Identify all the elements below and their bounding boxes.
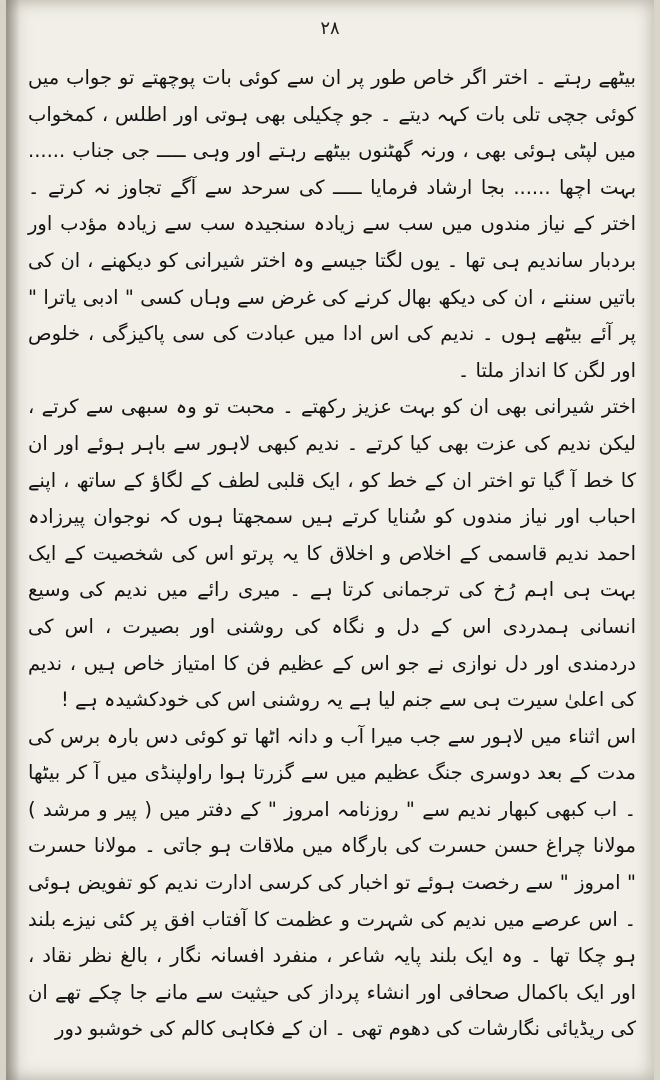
paragraph-3: اس اثناء میں لاہور سے جب میرا آب و دانہ اٹھا تو کوئی دس بارہ برس کی مدت کے بعد دوسری جنگ عظیم میں سے گزرتا ہوا راولپنڈی میں آ کر بیٹھا ۔ اب کبھی کبھار ندیم سے " روزنامہ امروز " کے دفتر میں ( پیر و مرشد ) مولانا چراغ حسن حسرت کی بارگاہ میں ملاقات ہو جاتی ۔ مولانا حسرت " امروز " سے رخصت ہوئے تو اخبار کی کرسی ادارت ندیم کو تفویض ہوئی ۔ اس عرصے میں ندیم کی شہرت و عظمت کا آفتاب افق پر کئی نیزے بلند ہو چکا تھا ۔ وہ ایک بلند پایہ شاعر ، منفرد افسانہ نگار ، بالغ نظر نقاد ، اور ایک باکمال صحافی اور انشاء پرداز کی حیثیت سے مانے جا چکے تھے ان کی ریڈیائی نگارشات کی دھوم تھی ۔ ان کے فکاہی کالم کی خوشبو دور [28, 724, 636, 1041]
body-text [28, 60, 636, 1048]
paragraph-1: بیٹھے رہتے ۔ اختر اگر خاص طور پر ان سے کوئی بات پوچھتے تو جواب میں کوئی جچی تلی بات کہہ دیتے ۔ جو چکیلی بھی ہوتی اور اطلس ، کمخواب میں لپٹی ہوئی بھی ، ورنہ گھٹنوں بیٹھے رہتے اور وہی ـــــ جی جناب ...... بہت اچھا ...... بجا ارشاد فرمایا ـــــ کی سرحد سے آگے تجاوز نہ کرتے ۔ اختر کے نیاز مندوں میں سب سے زیادہ سنجیدہ سب سے زیادہ مؤدب اور بردبار ساندیم ہی تھا ۔ یوں لگتا جیسے وہ اختر شیرانی کو دیکھنے ، ان کی باتیں سننے ، ان کی دیکھ بھال کرنے کی غرض سے وہاں کسی " ادبی یاترا " پر آئے بیٹھے ہوں ۔ ندیم کی اس ادا میں عبادت کی سی پاکیزگی ، خلوص اور لگن کا انداز ملتا ۔ [28, 66, 636, 382]
book-page [6, 0, 654, 1080]
page-number: ۲۸ [320, 18, 340, 39]
paragraph-2: اختر شیرانی بھی ان کو بہت عزیز رکھتے ۔ محبت تو وہ سبھی سے کرتے ، لیکن ندیم کی عزت بھی کیا کرتے ۔ ندیم کبھی لاہور سے باہر ہوئے اور ان کا خط آ گیا تو اختر ان کے خط کو ، ایک قلبی لطف کے لگاؤ کے ساتھ ، اپنے احباب اور نیاز مندوں کو سُنایا کرتے ہیں سمجھتا ہوں کہ نوجوان پیرزادہ احمد ندیم قاسمی کے اخلاص و اخلاق کا یہ پرتو اس کی شخصیت کے ایک بہت ہی اہم رُخ کی ترجمانی کرتا ہے ۔ میری رائے میں ندیم کی وسیع انسانی ہمدردی اس کے دل و نگاہ کی روشنی اور بصیرت ، اس کی دردمندی اور دل نوازی نے جو اس کے عظیم فن کا امتیاز خاص ہیں ، ندیم کی اعلیٰ سیرت ہی سے جنم لیا ہے یہ روشنی اس کی خودکشیدہ ہے ! [28, 395, 636, 712]
